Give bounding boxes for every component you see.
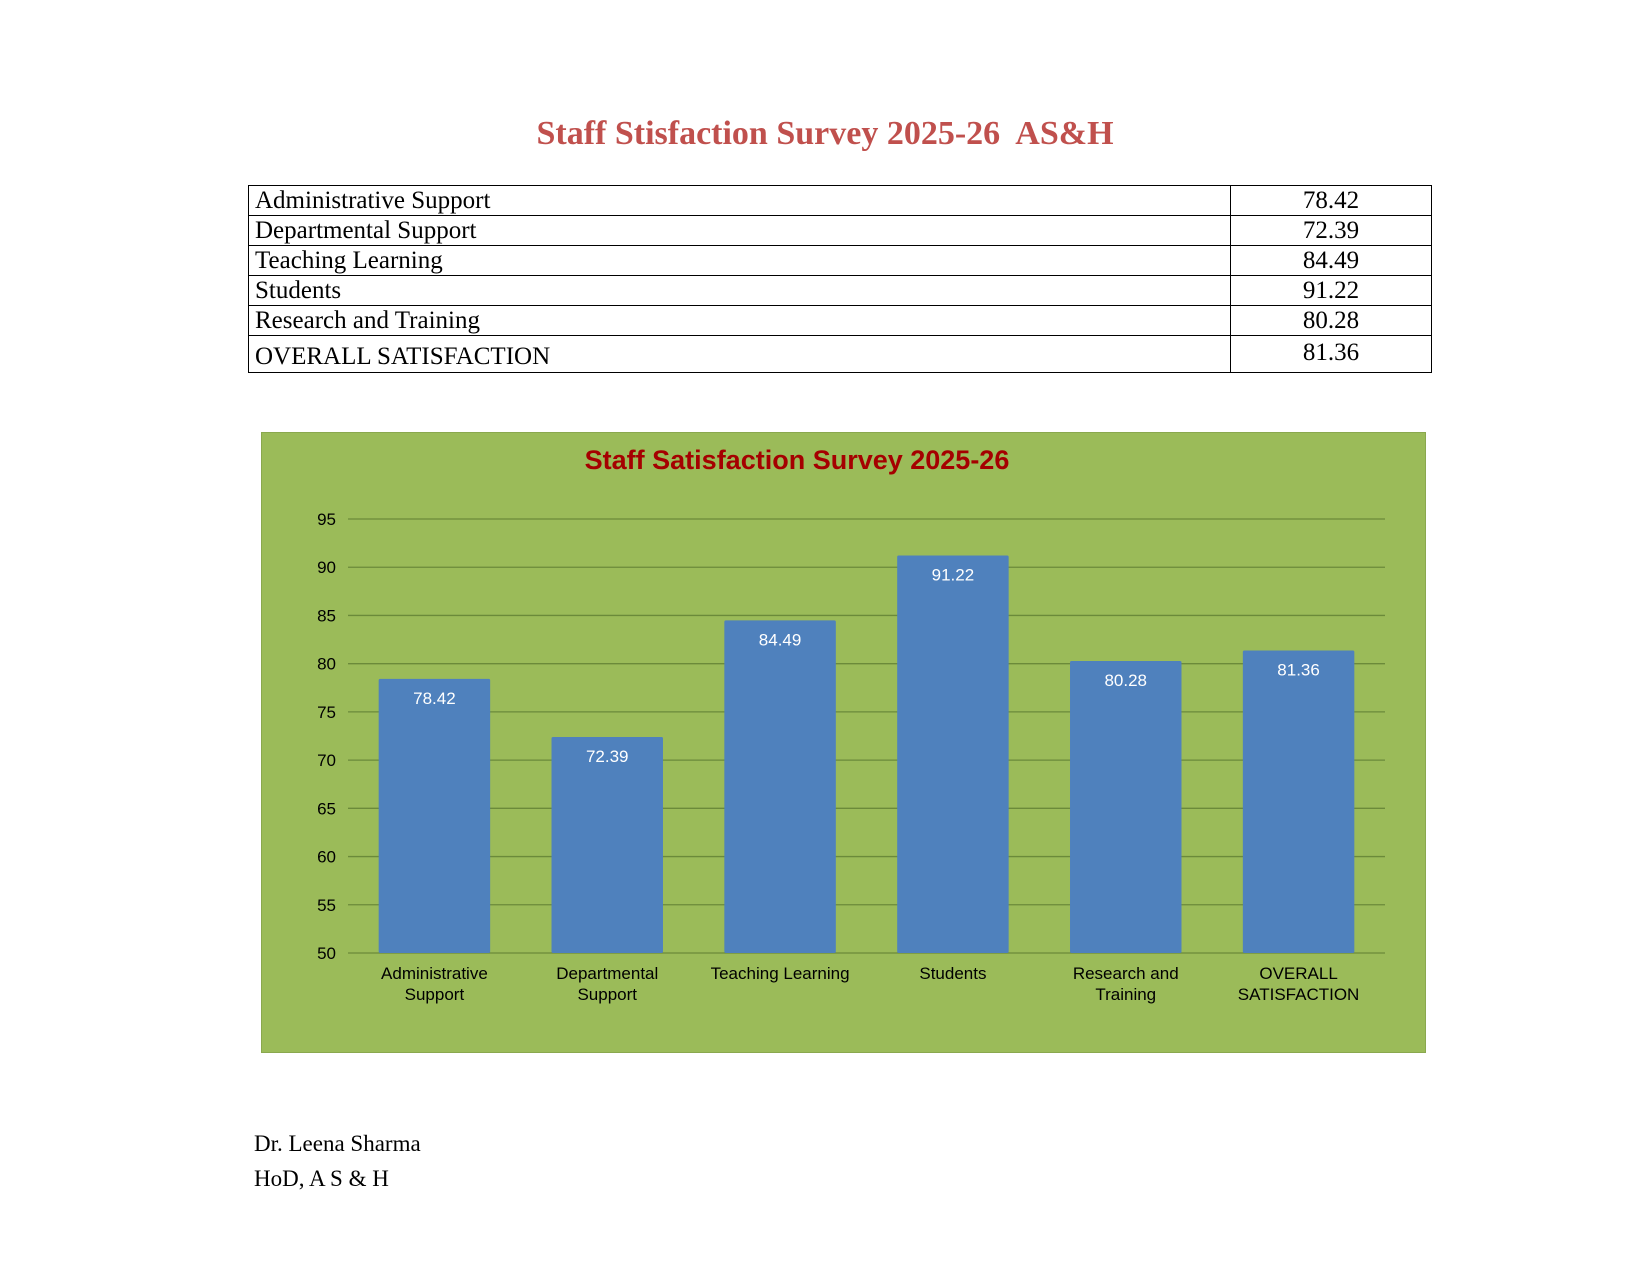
table-cell-label: OVERALL SATISFACTION <box>249 336 1231 373</box>
table-cell-label: Administrative Support <box>249 186 1231 216</box>
x-tick-label: Teaching Learning <box>710 964 850 983</box>
bar <box>1243 651 1354 953</box>
bar-chart <box>262 433 1425 1052</box>
data-label: 80.28 <box>1104 670 1148 690</box>
data-label: 78.42 <box>413 688 456 708</box>
y-tick-label: 95 <box>317 510 336 529</box>
bar <box>552 737 663 953</box>
x-tick-label: Administrative <box>381 964 488 983</box>
bar <box>1070 661 1181 953</box>
x-tick-label: Support <box>577 985 638 1004</box>
bar <box>724 620 835 953</box>
bar <box>897 555 1008 953</box>
signatory-name: Dr. Leena Sharma <box>254 1131 421 1156</box>
data-labels <box>413 565 1320 766</box>
x-tick-label: Departmental <box>556 964 659 983</box>
signatory-designation: HoD, A S & H <box>254 1166 389 1191</box>
x-axis-labels <box>381 964 1359 1004</box>
y-tick-label: 50 <box>317 944 336 963</box>
table-row <box>249 276 1432 306</box>
y-tick-label: 75 <box>317 702 336 722</box>
data-label: 91.22 <box>931 565 975 585</box>
table-cell-label: Research and Training <box>249 306 1231 336</box>
data-label: 84.49 <box>758 630 802 650</box>
table-row <box>249 186 1432 216</box>
table-row <box>249 246 1432 276</box>
x-tick-label: Research and <box>1072 964 1179 983</box>
document-title: Staff Stisfaction Survey 2025-26 AS&H <box>536 115 1114 152</box>
table-row <box>249 306 1432 336</box>
chart-area <box>261 432 1426 1053</box>
x-tick-label: OVERALL <box>1259 964 1338 983</box>
gridlines <box>348 519 1385 953</box>
table-row-overall <box>249 336 1432 373</box>
x-tick-label: SATISFACTION <box>1237 985 1360 1004</box>
y-tick-label: 80 <box>317 654 336 674</box>
x-tick-label: Training <box>1095 985 1157 1004</box>
y-tick-label: 90 <box>317 558 336 578</box>
y-tick-label: 60 <box>317 847 336 867</box>
table-cell-label: Departmental Support <box>249 216 1231 246</box>
y-tick-label: 65 <box>317 799 336 819</box>
table-cell-value: 84.49 <box>1231 246 1432 276</box>
y-tick-label: 85 <box>317 606 336 626</box>
table-cell-value: 81.36 <box>1231 336 1432 373</box>
table-cell-value: 72.39 <box>1231 216 1432 246</box>
table-cell-label: Teaching Learning <box>249 246 1231 276</box>
data-label: 81.36 <box>1277 660 1320 680</box>
table-cell-value: 78.42 <box>1231 186 1432 216</box>
table-cell-label: Students <box>249 276 1231 306</box>
table-cell-value: 80.28 <box>1231 306 1432 336</box>
y-tick-label: 55 <box>317 895 336 915</box>
chart-title: Staff Satisfaction Survey 2025-26 <box>584 445 1010 475</box>
data-label: 72.39 <box>585 747 629 767</box>
y-axis-ticks <box>317 510 336 963</box>
x-tick-label: Students <box>919 964 987 983</box>
x-tick-label: Support <box>404 985 465 1004</box>
bar <box>379 679 490 953</box>
y-tick-label: 70 <box>317 751 336 771</box>
signature-block <box>254 1126 421 1196</box>
table-cell-value: 91.22 <box>1231 276 1432 306</box>
table-row <box>249 216 1432 246</box>
scores-table <box>248 185 1432 373</box>
